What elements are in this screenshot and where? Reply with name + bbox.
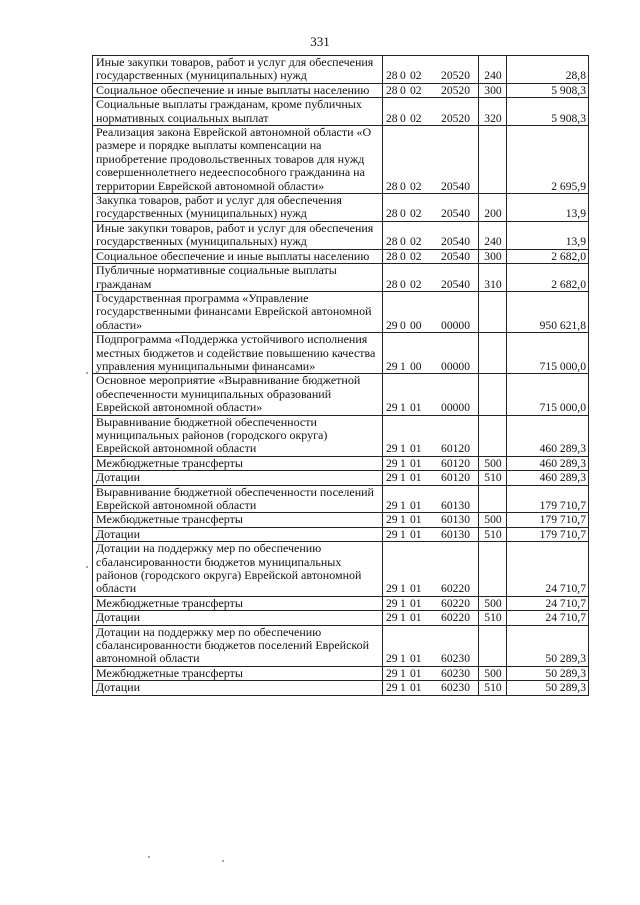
code-part-c4: 00000 <box>441 318 470 332</box>
code-part-c1: 28 <box>386 179 398 193</box>
code-part-c1: 29 <box>386 681 398 695</box>
row-name-cell: Социальное обеспечение и иные выплаты населению <box>93 83 383 97</box>
code-part-c3: 01 <box>410 582 422 596</box>
row-amount-cell: 715 000,0 <box>507 374 589 415</box>
code-part-c2: 0 <box>400 235 406 249</box>
row-name-cell: Выравнивание бюджетной обеспеченности поселений Еврейской автономной области <box>93 485 383 513</box>
code-part-c1: 29 <box>386 666 398 680</box>
row-amount-cell: 50 289,3 <box>507 625 589 666</box>
code-part-c3: 02 <box>410 207 422 221</box>
code-part-c4: 20540 <box>441 207 470 221</box>
table-row <box>93 485 589 513</box>
code-part-c4: 60120 <box>441 471 470 485</box>
code-part-c3: 01 <box>410 401 422 415</box>
code-part-c3: 02 <box>410 235 422 249</box>
row-amount-cell: 715 000,0 <box>507 333 589 374</box>
table-row <box>93 126 589 194</box>
code-part-c4: 20540 <box>441 249 470 263</box>
row-code-cell <box>383 415 479 456</box>
code-part-c2: 1 <box>400 401 406 415</box>
table-row <box>93 56 589 84</box>
code-part-c4: 60130 <box>441 513 470 527</box>
row-expense-type-cell: 320 <box>479 98 507 126</box>
row-name-cell: Реализация закона Еврейской автономной области «О размере и порядке выплаты компенсации на приобретение продовольственных товаров для нужд совершеннолетнего недееспособного гражданина на территории Еврейской автономной области» <box>93 126 383 194</box>
code-part-c2: 1 <box>400 513 406 527</box>
table-row <box>93 471 589 485</box>
budget-table-body <box>93 56 589 696</box>
row-code-cell <box>383 249 479 263</box>
code-part-c3: 01 <box>410 513 422 527</box>
code-part-c3: 01 <box>410 596 422 610</box>
row-name-cell: Государственная программа «Управление государственными финансами Еврейской автономной области» <box>93 291 383 332</box>
row-amount-cell: 5 908,3 <box>507 98 589 126</box>
row-expense-type-cell: 240 <box>479 56 507 84</box>
code-part-c2: 0 <box>400 111 406 125</box>
row-name-cell: Межбюджетные трансферты <box>93 513 383 527</box>
row-expense-type-cell: 300 <box>479 83 507 97</box>
code-part-c2: 0 <box>400 207 406 221</box>
row-code-cell <box>383 456 479 470</box>
table-row <box>93 415 589 456</box>
row-name-cell: Дотации на поддержку мер по обеспечению сбалансированности бюджетов муниципальных районов (городского округа) Еврейской автономной области <box>93 542 383 597</box>
row-expense-type-cell <box>479 126 507 194</box>
code-part-c1: 29 <box>386 611 398 625</box>
row-name-cell: Закупка товаров, работ и услуг для обеспечения государственных (муниципальных) нужд <box>93 194 383 222</box>
table-row <box>93 513 589 527</box>
table-row <box>93 264 589 292</box>
row-name-cell: Дотации <box>93 471 383 485</box>
code-part-c4: 60130 <box>441 527 470 541</box>
row-amount-cell: 50 289,3 <box>507 681 589 695</box>
row-code-cell <box>383 542 479 597</box>
row-amount-cell: 24 710,7 <box>507 596 589 610</box>
code-part-c2: 0 <box>400 249 406 263</box>
code-part-c4: 60120 <box>441 442 470 456</box>
code-part-c3: 01 <box>410 681 422 695</box>
code-part-c1: 29 <box>386 513 398 527</box>
table-row <box>93 611 589 625</box>
row-name-cell: Межбюджетные трансферты <box>93 666 383 680</box>
row-expense-type-cell: 500 <box>479 456 507 470</box>
row-name-cell: Социальное обеспечение и иные выплаты населению <box>93 249 383 263</box>
row-amount-cell: 5 908,3 <box>507 83 589 97</box>
code-part-c4: 60230 <box>441 652 470 666</box>
code-part-c3: 01 <box>410 471 422 485</box>
row-code-cell <box>383 126 479 194</box>
row-code-cell <box>383 527 479 541</box>
row-expense-type-cell <box>479 333 507 374</box>
scan-speck <box>222 860 224 862</box>
row-expense-type-cell: 510 <box>479 527 507 541</box>
scan-speck <box>86 566 88 568</box>
row-amount-cell: 2 682,0 <box>507 264 589 292</box>
code-part-c1: 28 <box>386 83 398 97</box>
row-expense-type-cell <box>479 485 507 513</box>
code-part-c1: 28 <box>386 235 398 249</box>
row-name-cell: Подпрограмма «Поддержка устойчивого исполнения местных бюджетов и содействие повышению качества управления муниципальными финансами» <box>93 333 383 374</box>
code-part-c3: 02 <box>410 179 422 193</box>
row-amount-cell: 24 710,7 <box>507 542 589 597</box>
budget-table <box>92 55 589 696</box>
code-part-c4: 60120 <box>441 456 470 470</box>
table-row <box>93 221 589 249</box>
row-expense-type-cell: 510 <box>479 611 507 625</box>
row-name-cell: Выравнивание бюджетной обеспеченности муниципальных районов (городского округа) Еврейской автономной области <box>93 415 383 456</box>
code-part-c2: 1 <box>400 652 406 666</box>
row-expense-type-cell: 200 <box>479 194 507 222</box>
row-amount-cell: 2 682,0 <box>507 249 589 263</box>
table-row <box>93 666 589 680</box>
table-row <box>93 98 589 126</box>
row-name-cell: Дотации <box>93 611 383 625</box>
row-amount-cell: 13,9 <box>507 194 589 222</box>
scan-speck <box>148 856 150 858</box>
row-expense-type-cell: 510 <box>479 681 507 695</box>
code-part-c1: 28 <box>386 69 398 83</box>
row-name-cell: Основное мероприятие «Выравнивание бюджетной обеспеченности муниципальных образований Еврейской автономной области» <box>93 374 383 415</box>
row-code-cell <box>383 291 479 332</box>
row-code-cell <box>383 194 479 222</box>
row-expense-type-cell <box>479 291 507 332</box>
row-expense-type-cell: 300 <box>479 249 507 263</box>
row-name-cell: Межбюджетные трансферты <box>93 456 383 470</box>
code-part-c4: 20540 <box>441 235 470 249</box>
row-amount-cell: 50 289,3 <box>507 666 589 680</box>
code-part-c2: 1 <box>400 442 406 456</box>
page-number: 331 <box>310 34 330 49</box>
row-amount-cell: 179 710,7 <box>507 527 589 541</box>
code-part-c3: 01 <box>410 666 422 680</box>
table-row <box>93 83 589 97</box>
row-amount-cell: 179 710,7 <box>507 513 589 527</box>
table-row <box>93 527 589 541</box>
row-code-cell <box>383 596 479 610</box>
code-part-c2: 1 <box>400 611 406 625</box>
code-part-c1: 29 <box>386 527 398 541</box>
code-part-c4: 60230 <box>441 666 470 680</box>
code-part-c4: 20520 <box>441 83 470 97</box>
code-part-c2: 0 <box>400 69 406 83</box>
row-code-cell <box>383 625 479 666</box>
row-code-cell <box>383 221 479 249</box>
code-part-c2: 0 <box>400 318 406 332</box>
row-name-cell: Дотации <box>93 681 383 695</box>
row-expense-type-cell: 500 <box>479 666 507 680</box>
code-part-c1: 29 <box>386 499 398 512</box>
table-row <box>93 194 589 222</box>
code-part-c1: 28 <box>386 207 398 221</box>
row-code-cell <box>383 611 479 625</box>
row-name-cell: Социальные выплаты гражданам, кроме публичных нормативных социальных выплат <box>93 98 383 126</box>
code-part-c1: 29 <box>386 456 398 470</box>
code-part-c1: 28 <box>386 249 398 263</box>
row-code-cell <box>383 471 479 485</box>
row-expense-type-cell <box>479 542 507 597</box>
code-part-c3: 01 <box>410 499 422 512</box>
code-part-c4: 20520 <box>441 69 470 83</box>
table-row <box>93 456 589 470</box>
code-part-c1: 29 <box>386 401 398 415</box>
code-part-c1: 29 <box>386 652 398 666</box>
code-part-c3: 02 <box>410 83 422 97</box>
row-expense-type-cell <box>479 415 507 456</box>
code-part-c2: 1 <box>400 456 406 470</box>
code-part-c1: 29 <box>386 359 398 373</box>
code-part-c4: 60220 <box>441 596 470 610</box>
code-part-c2: 1 <box>400 666 406 680</box>
code-part-c4: 20540 <box>441 277 470 291</box>
code-part-c3: 02 <box>410 111 422 125</box>
row-expense-type-cell: 500 <box>479 596 507 610</box>
code-part-c1: 29 <box>386 582 398 596</box>
row-expense-type-cell: 500 <box>479 513 507 527</box>
code-part-c2: 1 <box>400 499 406 512</box>
row-name-cell: Иные закупки товаров, работ и услуг для обеспечения государственных (муниципальных) нужд <box>93 221 383 249</box>
code-part-c2: 0 <box>400 83 406 97</box>
code-part-c2: 1 <box>400 681 406 695</box>
row-code-cell <box>383 374 479 415</box>
table-row <box>93 542 589 597</box>
code-part-c4: 00000 <box>441 401 470 415</box>
row-amount-cell: 950 621,8 <box>507 291 589 332</box>
code-part-c3: 00 <box>410 318 422 332</box>
code-part-c3: 02 <box>410 249 422 263</box>
row-expense-type-cell <box>479 374 507 415</box>
code-part-c3: 01 <box>410 442 422 456</box>
row-code-cell <box>383 83 479 97</box>
row-name-cell: Иные закупки товаров, работ и услуг для обеспечения государственных (муниципальных) нужд <box>93 56 383 84</box>
row-name-cell: Дотации на поддержку мер по обеспечению сбалансированности бюджетов поселений Еврейской автономной области <box>93 625 383 666</box>
code-part-c2: 0 <box>400 179 406 193</box>
code-part-c1: 29 <box>386 596 398 610</box>
row-amount-cell: 24 710,7 <box>507 611 589 625</box>
row-amount-cell: 2 695,9 <box>507 126 589 194</box>
code-part-c2: 0 <box>400 277 406 291</box>
code-part-c2: 1 <box>400 527 406 541</box>
row-name-cell: Межбюджетные трансферты <box>93 596 383 610</box>
row-code-cell <box>383 98 479 126</box>
table-row <box>93 249 589 263</box>
code-part-c3: 02 <box>410 277 422 291</box>
code-part-c4: 60220 <box>441 582 470 596</box>
row-amount-cell: 460 289,3 <box>507 456 589 470</box>
table-row <box>93 596 589 610</box>
row-name-cell: Дотации <box>93 527 383 541</box>
row-code-cell <box>383 513 479 527</box>
code-part-c4: 60130 <box>441 499 470 512</box>
code-part-c2: 1 <box>400 596 406 610</box>
row-amount-cell: 28,8 <box>507 56 589 84</box>
row-code-cell <box>383 681 479 695</box>
row-expense-type-cell: 310 <box>479 264 507 292</box>
code-part-c3: 00 <box>410 359 422 373</box>
row-amount-cell: 13,9 <box>507 221 589 249</box>
code-part-c1: 29 <box>386 442 398 456</box>
row-expense-type-cell: 510 <box>479 471 507 485</box>
row-amount-cell: 460 289,3 <box>507 415 589 456</box>
code-part-c4: 00000 <box>441 359 470 373</box>
row-expense-type-cell: 240 <box>479 221 507 249</box>
row-code-cell <box>383 485 479 513</box>
row-amount-cell: 460 289,3 <box>507 471 589 485</box>
scan-speck <box>86 372 88 374</box>
code-part-c1: 29 <box>386 318 398 332</box>
table-row <box>93 333 589 374</box>
code-part-c4: 60230 <box>441 681 470 695</box>
code-part-c1: 28 <box>386 277 398 291</box>
table-row <box>93 625 589 666</box>
code-part-c1: 29 <box>386 471 398 485</box>
code-part-c3: 01 <box>410 527 422 541</box>
code-part-c1: 28 <box>386 111 398 125</box>
code-part-c3: 01 <box>410 611 422 625</box>
row-code-cell <box>383 56 479 84</box>
row-name-cell: Публичные нормативные социальные выплаты гражданам <box>93 264 383 292</box>
row-amount-cell: 179 710,7 <box>507 485 589 513</box>
code-part-c2: 1 <box>400 359 406 373</box>
code-part-c3: 02 <box>410 69 422 83</box>
code-part-c2: 1 <box>400 471 406 485</box>
code-part-c4: 20520 <box>441 111 470 125</box>
table-row <box>93 681 589 695</box>
code-part-c3: 01 <box>410 652 422 666</box>
row-code-cell <box>383 333 479 374</box>
code-part-c3: 01 <box>410 456 422 470</box>
table-row <box>93 374 589 415</box>
code-part-c2: 1 <box>400 582 406 596</box>
table-row <box>93 291 589 332</box>
row-code-cell <box>383 264 479 292</box>
code-part-c4: 60220 <box>441 611 470 625</box>
code-part-c4: 20540 <box>441 179 470 193</box>
row-expense-type-cell <box>479 625 507 666</box>
row-code-cell <box>383 666 479 680</box>
